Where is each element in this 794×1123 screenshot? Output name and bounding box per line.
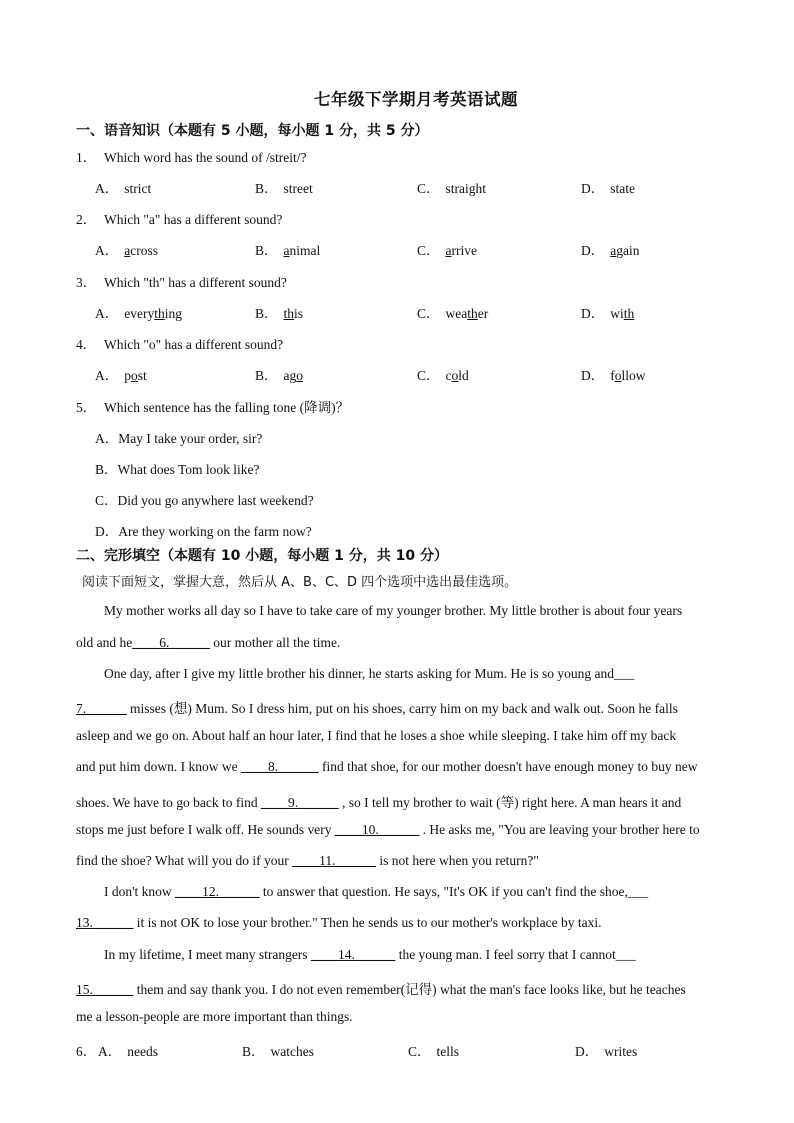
option-a[interactable]	[98, 1040, 158, 1060]
underlined-letters: a	[124, 243, 131, 258]
passage-line	[104, 884, 648, 900]
underlined-letters: a	[283, 243, 290, 258]
passage-text: I don't know	[104, 884, 176, 899]
passage-line	[104, 947, 636, 963]
option-label: B．	[255, 306, 278, 321]
passage-line	[104, 666, 634, 682]
page-title: 七年级下学期月考英语试题	[314, 90, 518, 109]
option-c[interactable]	[417, 239, 477, 259]
passage-text: . He asks me, "You are leaving your brother here to	[419, 822, 700, 837]
blank-14[interactable]: ____14.______	[310, 947, 396, 962]
option-a[interactable]	[95, 302, 182, 322]
option-c[interactable]: C．Did you go anywhere last weekend?	[95, 493, 314, 508]
passage-line	[76, 853, 539, 869]
passage-line	[76, 822, 700, 838]
passage-text: find the shoe? What will you do if your	[76, 853, 293, 868]
passage-text: find that shoe, for our mother doesn't have enough money to buy new	[318, 759, 698, 774]
option-label: A．	[95, 243, 119, 258]
option-b[interactable]	[242, 1040, 314, 1060]
passage-line	[76, 759, 697, 775]
cloze-instructions: 阅读下面短文，掌握大意，然后从 A、B、C、D 四个选项中选出最佳选项。	[82, 575, 518, 590]
passage-text: it is not OK to lose your brother." Then he sends us to our mother's workplace by taxi.	[133, 915, 602, 930]
underlined-letters: o	[131, 368, 138, 383]
underlined-letters: o	[451, 368, 459, 383]
passage-text: misses (想) Mum. So I dress him, put on his shoes, carry him on my back and walk out. Soon he falls	[126, 701, 678, 716]
word-suffix: st	[137, 368, 147, 383]
option-b[interactable]	[255, 239, 320, 259]
option-label: C．	[417, 306, 440, 321]
blank-6[interactable]: ____6.______	[132, 635, 210, 650]
option-c[interactable]	[417, 364, 469, 384]
word-suffix: nimal	[289, 243, 321, 258]
option-text: straight	[445, 181, 487, 196]
option-label: C．	[408, 1044, 431, 1059]
question-2	[76, 208, 282, 228]
blank-line: ___	[615, 947, 636, 962]
underlined-letters: th	[154, 306, 165, 321]
word-prefix: wi	[610, 306, 624, 321]
option-label: B．	[255, 181, 278, 196]
option-d[interactable]	[581, 364, 646, 384]
passage-line	[76, 697, 678, 717]
question-5	[76, 396, 349, 416]
question-text: Which "o" has a different sound?	[104, 337, 284, 352]
passage-line: me a lesson-people are more important than things.	[76, 1009, 353, 1024]
option-label: D．	[581, 243, 605, 258]
word-suffix: llow	[621, 368, 646, 383]
word-suffix: rrive	[451, 243, 477, 258]
question-number: 3．	[76, 275, 97, 290]
question-1	[76, 146, 306, 166]
option-a[interactable]	[95, 239, 158, 259]
blank-9[interactable]: ____9.______	[261, 795, 339, 810]
blank-line: ___	[627, 884, 649, 899]
blank-7[interactable]: 7.______	[76, 701, 127, 716]
passage-text: , so I tell my brother to wait (等) right here. A man hears it and	[338, 795, 682, 810]
word-suffix: is	[294, 306, 304, 321]
option-text: watches	[270, 1044, 314, 1059]
passage-text: our mother all the time.	[209, 635, 341, 650]
option-a[interactable]	[95, 364, 147, 384]
question-text: Which word has the sound of /streit/?	[104, 150, 307, 165]
option-d[interactable]	[581, 239, 640, 259]
underlined-letters: o	[614, 368, 622, 383]
option-label: B．	[242, 1044, 265, 1059]
word-suffix: gain	[616, 243, 640, 258]
word-prefix: wea	[445, 306, 468, 321]
underlined-letters: o	[296, 368, 304, 383]
passage-text: them and say thank you. I do not even remember(记得) what the man's face looks like, but he teaches	[133, 982, 686, 997]
option-text: tells	[436, 1044, 460, 1059]
passage-line	[76, 978, 686, 998]
underlined-letters: th	[467, 306, 478, 321]
question-text: Which "th" has a different sound?	[104, 275, 287, 290]
word-prefix: f	[610, 368, 615, 383]
passage-line: My mother works all day so I have to take care of my younger brother. My little brother is about four years	[104, 603, 683, 618]
blank-12[interactable]: ____12.______	[175, 884, 260, 899]
question-3	[76, 271, 287, 291]
option-text: writes	[604, 1044, 638, 1059]
option-text: street	[283, 181, 313, 196]
passage-text: to answer that question. He says, "It's OK if you can't find the shoe,	[259, 884, 628, 899]
question-4	[76, 333, 283, 353]
option-label: A．	[95, 368, 119, 383]
word-prefix: p	[124, 368, 131, 383]
option-label: C．	[417, 243, 440, 258]
passage-text: One day, after I give my little brother his dinner, he starts asking for Mum. He is so young and	[104, 666, 614, 681]
passage-text: stops me just before I walk off. He sounds very	[76, 822, 335, 837]
option-c[interactable]	[417, 302, 488, 322]
word-suffix: ld	[458, 368, 469, 383]
blank-15[interactable]: 15.______	[76, 982, 134, 997]
section-heading-phonetics: 一、语音知识（本题有 5 小题，每小题 1 分，共 5 分）	[76, 123, 429, 139]
blank-10[interactable]: ____10.______	[334, 822, 420, 837]
word-prefix: ag	[283, 368, 297, 383]
blank-11[interactable]: ____11.______	[292, 853, 376, 868]
question-text: Which sentence has the falling tone (降调)？	[104, 400, 350, 415]
question-text: Which "a" has a different sound?	[104, 212, 283, 227]
option-d[interactable]	[581, 177, 635, 197]
option-b[interactable]	[255, 302, 303, 322]
option-d[interactable]	[575, 1040, 637, 1060]
section-heading-cloze: 二、完形填空（本题有 10 小题，每小题 1 分，共 10 分）	[76, 548, 448, 564]
option-b[interactable]	[255, 364, 303, 384]
question-number: 2．	[76, 212, 97, 227]
blank-line: ___	[613, 666, 635, 681]
option-label: A．	[95, 181, 119, 196]
option-label: B．	[255, 368, 278, 383]
option-label: D．	[575, 1044, 599, 1059]
underlined-letters: a	[445, 243, 452, 258]
word-suffix: cross	[130, 243, 158, 258]
option-text: strict	[124, 181, 152, 196]
option-label: D．	[581, 181, 605, 196]
word-prefix: c	[445, 368, 452, 383]
word-prefix: every	[124, 306, 155, 321]
passage-line	[76, 791, 681, 811]
underlined-letters: a	[610, 243, 617, 258]
option-text: needs	[127, 1044, 158, 1059]
option-c[interactable]	[417, 177, 486, 197]
question-number: 4．	[76, 337, 97, 352]
option-label: D．	[581, 306, 605, 321]
blank-13[interactable]: 13.______	[76, 915, 134, 930]
underlined-letters: th	[283, 306, 295, 321]
option-text: state	[610, 181, 635, 196]
option-label: C．	[417, 368, 440, 383]
word-suffix: er	[477, 306, 489, 321]
option-label: D．	[581, 368, 605, 383]
passage-text: old and he	[76, 635, 133, 650]
option-label: A．	[95, 306, 119, 321]
passage-text: the young man. I feel sorry that I cannot	[395, 947, 616, 962]
blank-8[interactable]: ____8.______	[240, 759, 319, 774]
underlined-letters: th	[623, 306, 635, 321]
question-number: 6．	[76, 1044, 97, 1059]
passage-text: shoes. We have to go back to find	[76, 795, 261, 810]
option-d[interactable]	[581, 302, 634, 322]
passage-text: and put him down. I know we	[76, 759, 241, 774]
option-label: A．	[98, 1044, 122, 1059]
passage-line	[76, 915, 602, 931]
option-label: C．	[417, 181, 440, 196]
option-b[interactable]	[255, 177, 313, 197]
passage-text: In my lifetime, I meet many strangers	[104, 947, 311, 962]
word-suffix: ing	[164, 306, 183, 321]
passage-line: asleep and we go on. About half an hour later, I find that he loses a shoe while sleeping. I take him off my back	[76, 728, 677, 743]
passage-line	[76, 635, 340, 651]
option-c[interactable]	[408, 1040, 459, 1060]
option-a[interactable]: A．May I take your order, sir?	[95, 431, 263, 446]
question-number: 5．	[76, 400, 97, 415]
option-a[interactable]	[95, 177, 151, 197]
passage-text: is not here when you return?"	[375, 853, 539, 868]
option-label: B．	[255, 243, 278, 258]
question-number: 1．	[76, 150, 97, 165]
option-b[interactable]: B．What does Tom look like?	[95, 462, 260, 477]
option-d[interactable]: D．Are they working on the farm now?	[95, 524, 312, 539]
